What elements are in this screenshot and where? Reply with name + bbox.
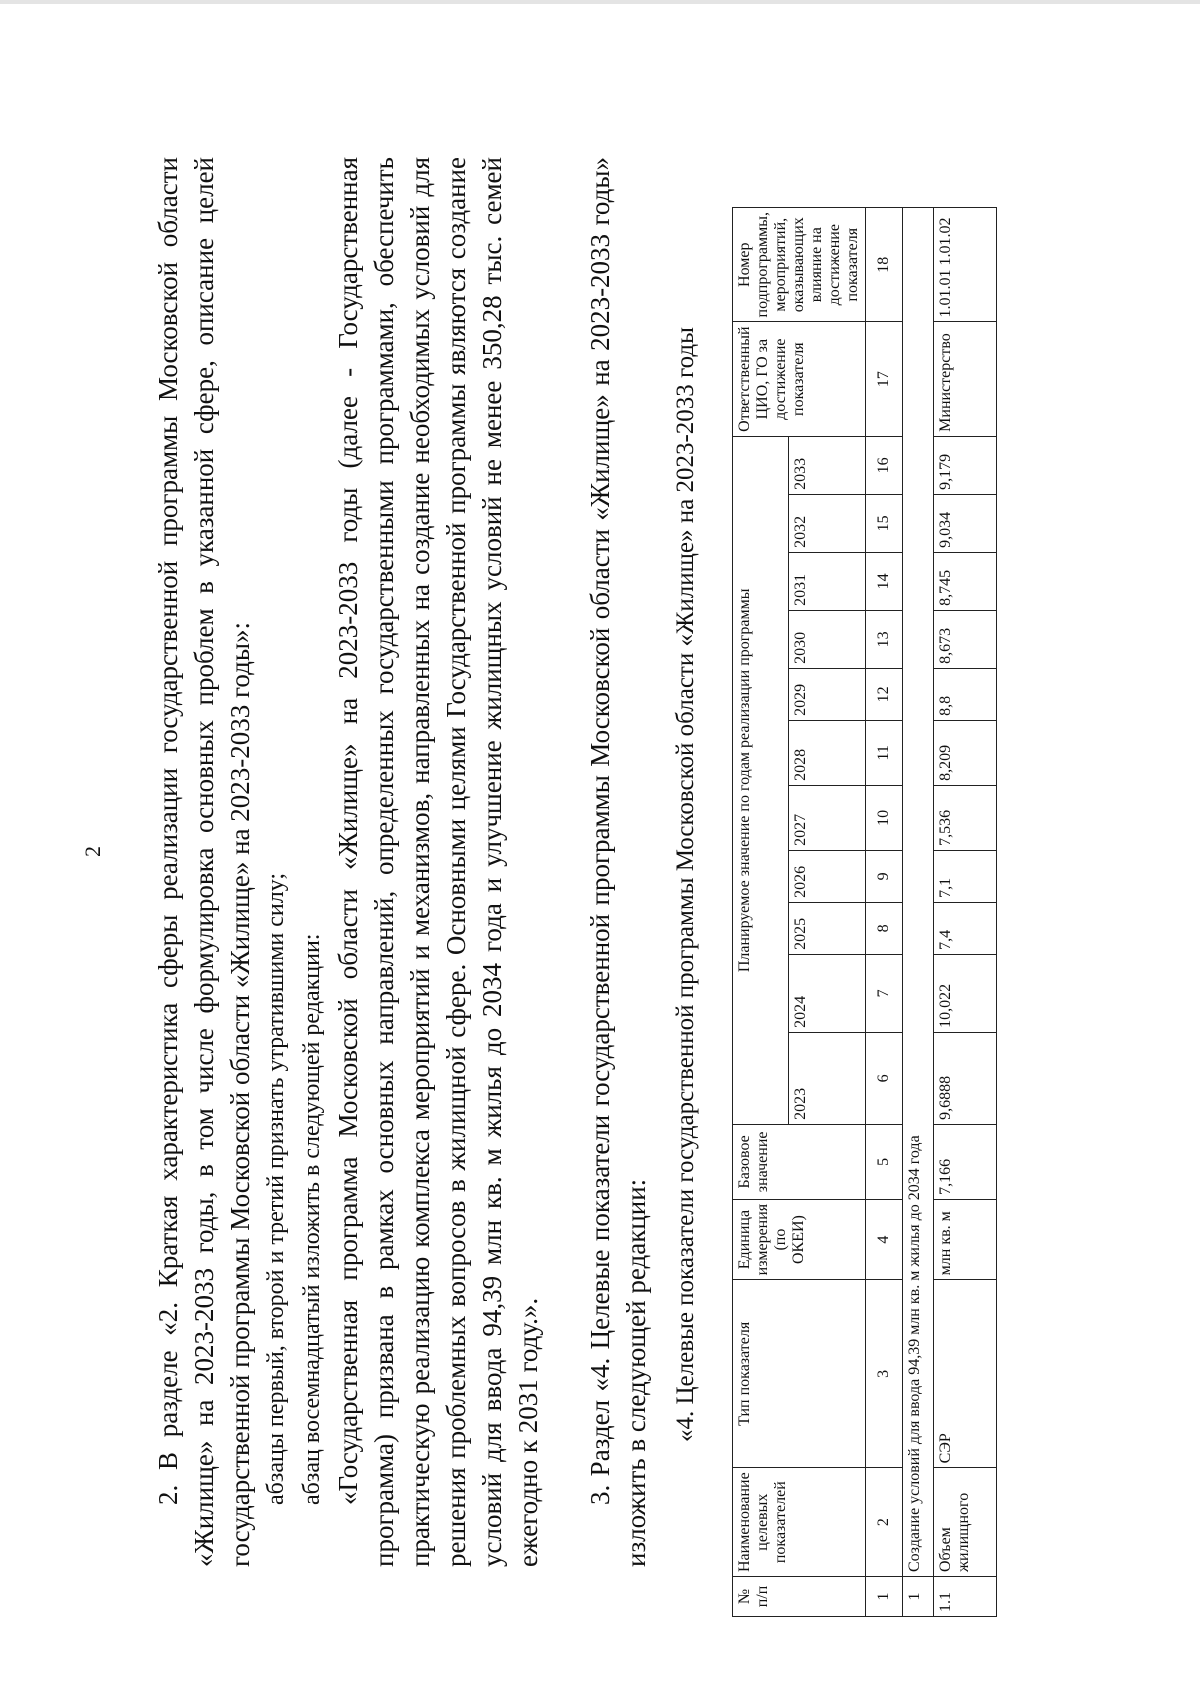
column-number: 1 (866, 1577, 903, 1617)
column-number: 10 (866, 785, 903, 850)
header-unit: Единица измерения (по ОКЕИ) (733, 1199, 866, 1279)
column-number: 17 (866, 322, 903, 436)
row-value-2032: 9,034 (934, 494, 997, 552)
header-year-2023: 2023 (789, 1032, 866, 1124)
paragraph-quote: «Государственная программа Московской области «Жилище» на 2023-2033 годы (далее - Государственная программа) призвана в рамках основных направлений, определенных государственными программами, обеспечить практическую реализацию комплекса мероприятий и механизмов, направленных на создание необходимых условий для решения проблемных вопросов в жилищной сфере. Основными целями Государственной программы являются создание условий для ввода 94,39 млн кв. м жилья до 2034 года и улучшение жилищных условий не менее 350,28 тыс. семей ежегодно к 2031 году.». (333, 157, 543, 1567)
row-value-2028: 8,209 (934, 720, 997, 785)
header-year-2027: 2027 (789, 785, 866, 850)
row-value-2029: 8,8 (934, 668, 997, 720)
header-subprogram: Номер подпрограммы, мероприятий, оказывающих влияние на достижение показателя (733, 207, 866, 321)
header-year-2026: 2026 (789, 850, 866, 902)
column-number: 18 (866, 207, 903, 321)
row-subprogram: 1.01.01 1.01.02 (934, 207, 997, 321)
column-number: 8 (866, 902, 903, 954)
row-value-2027: 7,536 (934, 785, 997, 850)
row-value-2031: 8,745 (934, 552, 997, 610)
column-number: 3 (866, 1280, 903, 1468)
row-value-2026: 7,1 (934, 850, 997, 902)
header-type: Тип показателя (733, 1280, 866, 1468)
header-num: № п/п (733, 1577, 866, 1617)
paragraph-abzac-18: абзац восемнадцатый изложить в следующей редакции: (299, 933, 325, 1505)
column-number: 7 (866, 954, 903, 1032)
header-name: Наименование целевых показателей (733, 1468, 866, 1577)
column-number: 6 (866, 1032, 903, 1124)
header-responsible: Ответственный ЦИО, ГО за достижение показателя (733, 322, 866, 436)
header-base: Базовое значение (733, 1124, 866, 1199)
column-number: 4 (866, 1199, 903, 1279)
table-row (934, 207, 997, 1616)
column-number: 9 (866, 850, 903, 902)
column-number: 11 (866, 720, 903, 785)
header-year-2028: 2028 (789, 720, 866, 785)
paragraph-abzacy: абзацы первый, второй и третий признать утратившими силу; (263, 872, 289, 1505)
row-type: СЭР (934, 1280, 997, 1468)
row-unit: млн кв. м (934, 1199, 997, 1279)
header-year-2032: 2032 (789, 494, 866, 552)
row-value-2023: 9,6888 (934, 1032, 997, 1124)
page-number: 2 (80, 846, 105, 857)
header-row (733, 207, 789, 1616)
row-value-2025: 7,4 (934, 902, 997, 954)
section-title: Создание условий для ввода 94,39 млн кв. м жилья до 2034 года (903, 207, 934, 1576)
section-number: 1 (903, 1577, 934, 1617)
row-num: 1.1 (934, 1577, 997, 1617)
header-year-2030: 2030 (789, 610, 866, 668)
row-base: 7,166 (934, 1124, 997, 1199)
column-number: 12 (866, 668, 903, 720)
paragraph-section-2: 2. В разделе «2. Краткая характеристика сферы реализации государственной программы Московской области «Жилище» на 2023-2033 годы, в том числе формулировка основных проблем в указанной сфере, описание целей государственной программы Московской области «Жилище» на 2023-2033 годы»: (153, 157, 255, 1567)
column-number: 5 (866, 1124, 903, 1199)
column-number: 16 (866, 436, 903, 494)
header-year-2029: 2029 (789, 668, 866, 720)
row-name: Объем жилищного (934, 1468, 997, 1577)
paragraph-section-3: 3. Раздел «4. Целевые показатели государственной программы Московской области «Жилище» на 2023-2033 годы» изложить в следующей редакции: (585, 157, 651, 1567)
column-number: 13 (866, 610, 903, 668)
section-row (903, 207, 934, 1616)
header-year-2024: 2024 (789, 954, 866, 1032)
header-year-2025: 2025 (789, 902, 866, 954)
header-planned: Планируемое значение по годам реализации программы (733, 436, 789, 1124)
row-value-2024: 10,022 (934, 954, 997, 1032)
row-responsible: Министерство (934, 322, 997, 436)
row-value-2030: 8,673 (934, 610, 997, 668)
table-title: «4. Целевые показатели государственной программы Московской области «Жилище» на 2023-2033 годы (672, 327, 699, 1442)
column-number: 2 (866, 1468, 903, 1577)
row-value-2033: 9,179 (934, 436, 997, 494)
column-number: 14 (866, 552, 903, 610)
header-year-2031: 2031 (789, 552, 866, 610)
header-year-2033: 2033 (789, 436, 866, 494)
indicators-table (732, 207, 997, 1617)
column-number-row (866, 207, 903, 1616)
column-number: 15 (866, 494, 903, 552)
